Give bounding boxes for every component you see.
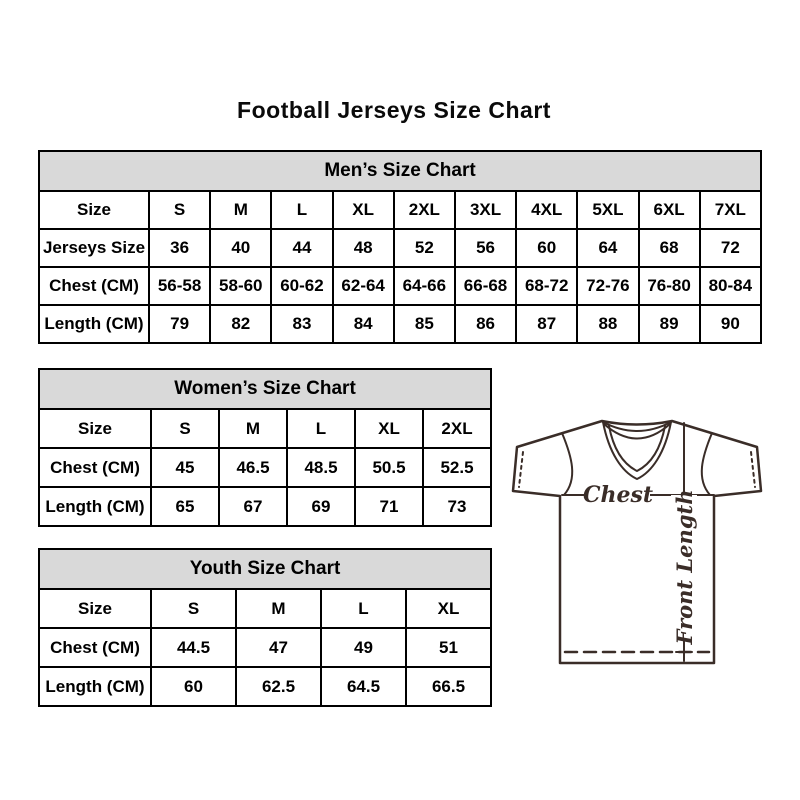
womens-size-table [38,368,492,527]
size-cell: 69 [287,487,355,526]
table-title: Men’s Size Chart [39,151,761,191]
size-cell: 45 [151,448,219,487]
size-cell: 3XL [455,191,516,229]
size-cell: 68-72 [516,267,577,305]
table-row [39,409,491,448]
size-cell: 73 [423,487,491,526]
size-cell: 62.5 [236,667,321,706]
size-cell: 71 [355,487,423,526]
row-label: Size [39,409,151,448]
row-label: Chest (CM) [39,267,149,305]
size-cell: 64.5 [321,667,406,706]
chest-label: Chest [582,482,654,508]
size-cell: 56-58 [149,267,210,305]
size-cell: 82 [210,305,271,343]
table-title: Women’s Size Chart [39,369,491,409]
row-label: Size [39,589,151,628]
size-cell: M [219,409,287,448]
table-header-row [39,369,491,409]
size-cell: 64-66 [394,267,455,305]
size-cell: 72 [700,229,761,267]
jersey-measurement-diagram [492,395,784,685]
size-cell: 58-60 [210,267,271,305]
size-cell: 89 [639,305,700,343]
size-cell: 2XL [423,409,491,448]
size-cell: 64 [577,229,638,267]
size-cell: S [151,589,236,628]
row-label: Size [39,191,149,229]
table-header-row [39,549,491,589]
size-cell: S [151,409,219,448]
size-cell: 67 [219,487,287,526]
size-cell: 66.5 [406,667,491,706]
page-title: Football Jerseys Size Chart [237,97,551,123]
size-cell: 87 [516,305,577,343]
size-cell: 83 [271,305,332,343]
size-cell: 44 [271,229,332,267]
size-cell: 79 [149,305,210,343]
size-cell: 52 [394,229,455,267]
row-label: Jerseys Size [39,229,149,267]
front-length-label: Front Length [672,489,697,645]
size-cell: 6XL [639,191,700,229]
size-cell: 52.5 [423,448,491,487]
row-label: Length (CM) [39,487,151,526]
size-cell: 47 [236,628,321,667]
size-cell: M [236,589,321,628]
size-cell: 72-76 [577,267,638,305]
size-cell: L [287,409,355,448]
size-cell: 2XL [394,191,455,229]
size-cell: 60 [151,667,236,706]
table-row [39,589,491,628]
table-row [39,628,491,667]
size-cell: 90 [700,305,761,343]
size-cell: L [271,191,332,229]
size-cell: 66-68 [455,267,516,305]
size-cell: M [210,191,271,229]
size-cell: 44.5 [151,628,236,667]
table-header-row [39,151,761,191]
table-row [39,267,761,305]
size-cell: 62-64 [333,267,394,305]
size-cell: 86 [455,305,516,343]
size-cell: 60 [516,229,577,267]
size-cell: 7XL [700,191,761,229]
size-cell: 84 [333,305,394,343]
table-row [39,191,761,229]
size-cell: 80-84 [700,267,761,305]
size-cell: 50.5 [355,448,423,487]
size-cell: 5XL [577,191,638,229]
size-cell: 76-80 [639,267,700,305]
table-row [39,667,491,706]
size-cell: 51 [406,628,491,667]
row-label: Chest (CM) [39,448,151,487]
size-cell: XL [333,191,394,229]
size-cell: 48.5 [287,448,355,487]
size-cell: 56 [455,229,516,267]
size-cell: 68 [639,229,700,267]
jersey-outline [513,421,761,663]
mens-size-table [38,150,762,344]
size-cell: 65 [151,487,219,526]
size-cell: 60-62 [271,267,332,305]
row-label: Length (CM) [39,667,151,706]
youth-size-table [38,548,492,707]
size-cell: 4XL [516,191,577,229]
size-cell: L [321,589,406,628]
size-cell: XL [355,409,423,448]
size-cell: 46.5 [219,448,287,487]
table-row [39,229,761,267]
table-title: Youth Size Chart [39,549,491,589]
size-cell: 88 [577,305,638,343]
size-cell: XL [406,589,491,628]
table-row [39,305,761,343]
size-cell: 85 [394,305,455,343]
size-cell: 36 [149,229,210,267]
row-label: Chest (CM) [39,628,151,667]
table-row [39,487,491,526]
size-cell: S [149,191,210,229]
size-cell: 40 [210,229,271,267]
table-row [39,448,491,487]
size-cell: 48 [333,229,394,267]
size-cell: 49 [321,628,406,667]
row-label: Length (CM) [39,305,149,343]
